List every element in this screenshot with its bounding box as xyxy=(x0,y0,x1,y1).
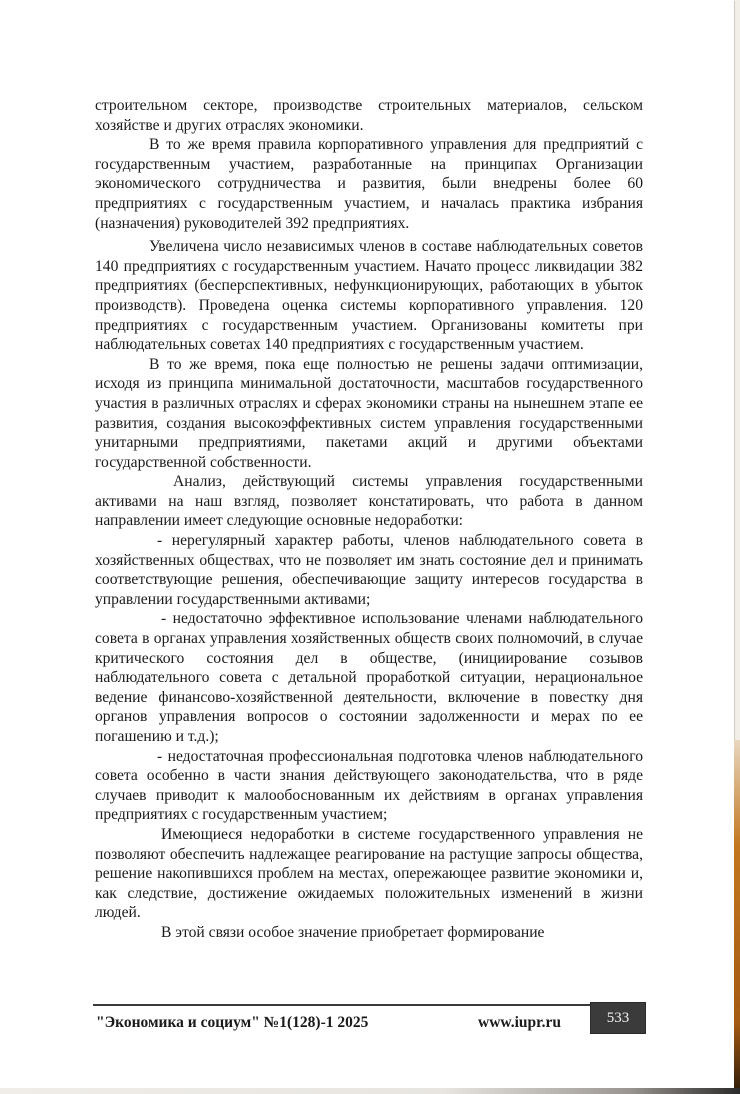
paragraph: В этой связи особое значение приобретает формирование xyxy=(161,923,545,941)
paragraph: строительном секторе, производстве строительных материалов, сельском хозяйстве и других отраслях экономики. xyxy=(95,97,643,134)
paragraph: В то же время правила корпоративного управления для предприятий с государственным участием, разработанные на принципах Организации экономического сотрудничества и развития, были внедрены более 60 предприятиях с государственным участием, и началась практика избрания (назначения) руководителей 392 предприятиях. xyxy=(95,136,643,232)
paragraph: Анализ, действующий системы управления государственными активами на наш взгляд, позволяет констатировать, что работа в данном направлении имеет следующие основные недоработки: xyxy=(95,473,643,530)
paragraph: Увеличена число независимых членов в составе наблюдательных советов 140 предприятиях с государственным участием. Начато процесс ликвидации 382 предприятиях (бесперспективных, нефункционирующих, работающих в убыток производств). Проведена оценка системы корпоративного управления. 120 предприятиях с государственным участием. Организованы комитеты при наблюдательных советах 140 предприятиях с государственным участием. xyxy=(95,238,643,354)
page-bottom-shadow xyxy=(0,1088,740,1094)
book-edge-shadow xyxy=(734,740,740,1094)
journal-citation: "Экономика и социум" №1(128)-1 2025 xyxy=(96,1014,369,1031)
list-item: - недостаточно эффективное использование членами наблюдательного совета в органах управления хозяйственных обществ своих полномочий, в случае критического состояния дел в обществе, (инициирование созывов наблюдательного совета с детальной проработкой ситуации, нерациональное ведение финансово-хозяйственной деятельности, включение в повестку дня органов управления вопросов о состоянии задолженности и мерах по ее погашению и т.д.); xyxy=(95,610,643,745)
footer-divider xyxy=(93,1004,593,1006)
page-number-badge: 533 xyxy=(591,1003,645,1033)
paragraph: Имеющиеся недоработки в системе государственного управления не позволяют обеспечить надлежащее реагирование на растущие запросы общества, решение накопившихся проблем на местах, опережающее развитие экономики и, как следствие, достижение ожидаемых положительных изменений в жизни людей. xyxy=(95,825,643,922)
journal-url: www.iupr.ru xyxy=(478,1014,561,1031)
list-item: - нерегулярный характер работы, членов наблюдательного совета в хозяйственных обществах, что не позволяет им знать состояние дел и принимать соответствующие решения, обеспечивающие защиту интересов государства в управлении государственными активами; xyxy=(95,532,643,608)
paragraph: В то же время, пока еще полностью не решены задачи оптимизации, исходя из принципа минимальной достаточности, масштабов государственного участия в различных отраслях и сферах экономики страны на нынешнем этапе ее развития, создания высокоэффективных систем управления государственными унитарными предприятиями, пакетами акций и другими объектами государственной собственности. xyxy=(95,355,643,471)
list-item: - недостаточная профессиональная подготовка членов наблюдательного совета особенно в части знания действующего законодательства, что в ряде случаев приводит к малообоснованным их действиям в органах управления предприятиях с государственным участием; xyxy=(95,747,643,824)
article-body xyxy=(95,96,643,943)
